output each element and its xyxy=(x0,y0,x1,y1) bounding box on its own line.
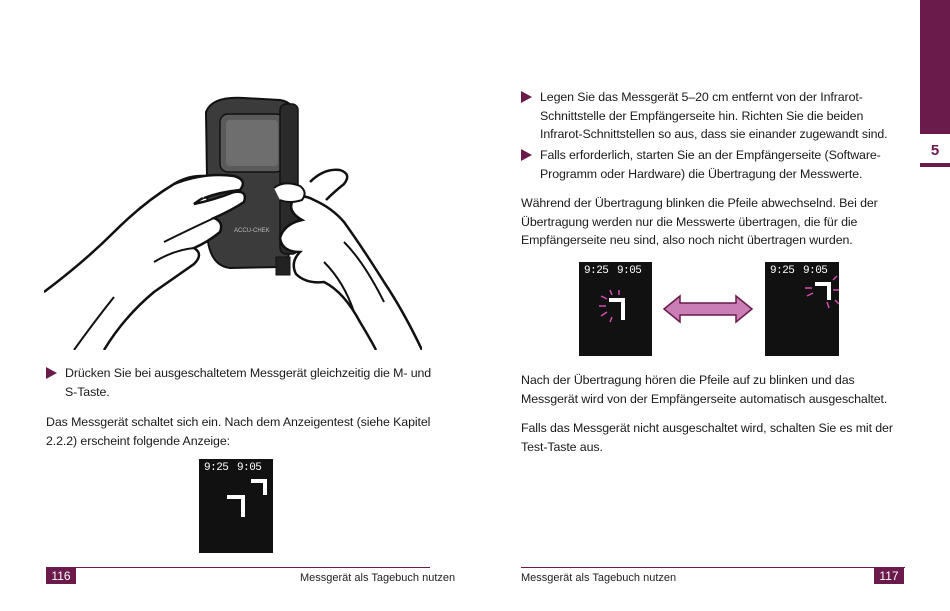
double-arrow-icon xyxy=(662,294,754,324)
transfer-paragraph: Während der Übertragung blinken die Pfeile abwechselnd. Bei der Übertragung werden nur die Messwerte übertragen, die für die Empfängerseite neu sind, also noch nicht übertragen wurden. xyxy=(521,196,878,248)
bullet-arrow-icon xyxy=(46,367,57,379)
meter-display-transfer-a: 9:25 9:05 xyxy=(579,262,652,356)
footer-title-left: Messgerät als Tagebuch nutzen xyxy=(300,572,456,584)
footer-rule-right xyxy=(521,567,905,568)
after-transfer-paragraph: Nach der Übertragung hören die Pfeile auf zu blinken und das Messgerät wird von der Empfängerseite automatisch ausgeschaltet. xyxy=(521,373,888,406)
instruction-bullet-start-transfer: Falls erforderlich, starten Sie an der Empfängerseite (Software-Programm oder Hardware) die Übertragung der Messwerte. xyxy=(521,146,905,183)
hands-holding-meter-illustration xyxy=(44,92,422,350)
blinking-arrow-icon xyxy=(765,262,839,356)
bullet-arrow-icon xyxy=(521,91,532,103)
svg-text:ACCU-CHEK: ACCU-CHEK xyxy=(234,228,270,234)
page-number-right: 117 xyxy=(874,568,904,584)
bullet-arrow-icon xyxy=(521,149,532,161)
meter-on-paragraph: Das Messgerät schaltet sich ein. Nach dem Anzeigentest (siehe Kapitel 2.2.2) erscheint folgende Anzeige: xyxy=(46,415,431,448)
meter-display-transfer-b: 9:25 9:05 xyxy=(765,262,839,356)
instruction-bullet-position-meter: Legen Sie das Messgerät 5–20 cm entfernt von der Infrarot-Schnittstelle der Empfängerseite hin. Richten Sie die beiden Infrarot-Schnittstellen so aus, dass sie einander zugewandt sind. xyxy=(521,88,905,144)
chapter-underline xyxy=(920,163,950,167)
footer-rule-left xyxy=(46,567,430,568)
instruction-bullet-press-keys: Drücken Sie bei ausgeschaltetem Messgerät gleichzeitig die M- und S-Taste. xyxy=(46,364,436,401)
switch-off-paragraph: Falls das Messgerät nicht ausgeschaltet wird, schalten Sie es mit der Test-Taste aus. xyxy=(521,421,893,454)
transfer-arrows-icon xyxy=(199,459,273,553)
meter-display: 9:25 9:05 xyxy=(199,459,273,553)
footer-title-right: Messgerät als Tagebuch nutzen xyxy=(521,572,677,584)
blinking-arrow-icon xyxy=(579,262,652,356)
page-number-left: 116 xyxy=(46,568,76,584)
chapter-tab-bar xyxy=(920,0,950,134)
chapter-number: 5 xyxy=(930,142,940,159)
